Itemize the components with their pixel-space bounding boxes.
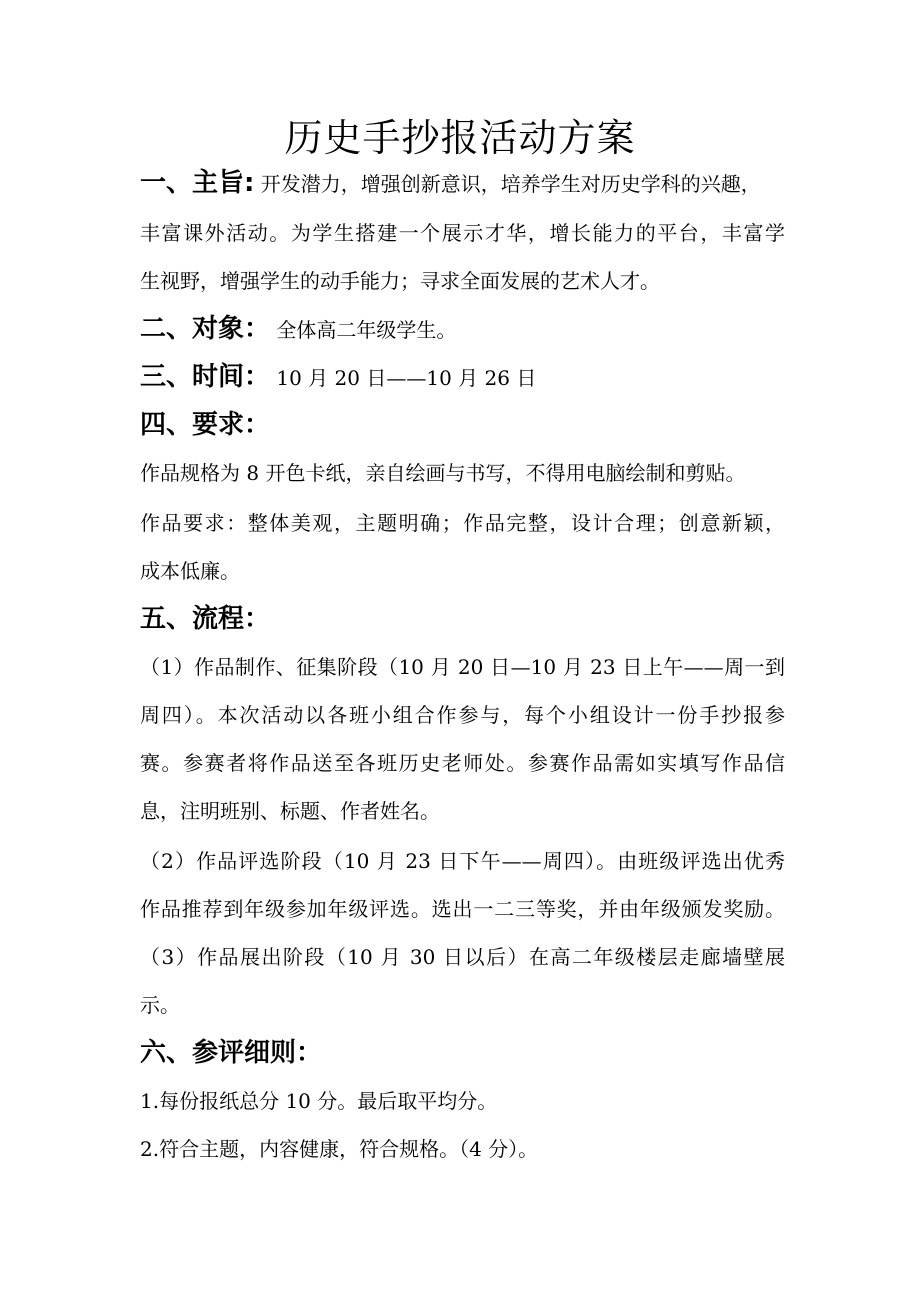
- section-1-text-1: 开发潜力，增强创新意识，培养学生对历史学科的兴趣，: [260, 172, 761, 196]
- section-5-p3-line-1: （3）作品展出阶段（10 月 30 日以后）在高二年级楼层走廊墙壁展: [140, 945, 785, 969]
- section-2-heading: 二、对象：: [140, 314, 271, 344]
- section-2-line: [140, 314, 785, 345]
- section-6-item-2: 2.符合主题，内容健康，符合规格。（4 分）。: [140, 1137, 539, 1161]
- section-2-text: 全体高二年级学生。: [276, 318, 457, 342]
- section-6-heading: [140, 1038, 785, 1069]
- section-5-p2-line-2: 作品推荐到年级参加年级评选。选出一二三等奖，并由年级颁发奖励。: [140, 897, 785, 921]
- section-3-heading: 三、时间：: [140, 362, 271, 392]
- section-4-line-2: 作品要求：整体美观，主题明确；作品完整，设计合理；创意新颖，: [140, 511, 785, 535]
- section-4-line-1: 作品规格为 8 开色卡纸，亲自绘画与书写，不得用电脑绘制和剪贴。: [140, 461, 746, 485]
- section-5-p1-line-1: （1）作品制作、征集阶段（10 月 20 日—10 月 23 日上午——周一到: [140, 655, 785, 679]
- section-1-line-2: 丰富课外活动。为学生搭建一个展示才华，增长能力的平台，丰富学: [140, 221, 785, 245]
- section-5-p1-line-3: 赛。参赛者将作品送至各班历史老师处。参赛作品需如实填写作品信: [140, 751, 785, 775]
- section-5-heading: [140, 604, 785, 635]
- section-5-p3-line-2: 示。: [140, 993, 180, 1017]
- section-5-p1-line-4: 息，注明班别、标题、作者姓名。: [140, 799, 440, 823]
- section-5-heading-text: 五、流程：: [140, 604, 271, 634]
- section-1-line-1: [140, 168, 785, 199]
- section-4-heading: [140, 410, 785, 441]
- section-5-p2-line-1: （2）作品评选阶段（10 月 23 日下午——周四）。由班级评选出优秀: [140, 849, 785, 873]
- section-3-text: 10 月 20 日——10 月 26 日: [276, 366, 537, 390]
- section-3-line: [140, 362, 785, 393]
- section-6-heading-text: 六、参评细则：: [140, 1038, 323, 1068]
- section-5-p1-line-2: 周四）。本次活动以各班小组合作参与，每个小组设计一份手抄报参: [140, 703, 785, 727]
- section-6-item-1: 1.每份报纸总分 10 分。最后取平均分。: [140, 1089, 498, 1113]
- section-1-heading: 一、主旨:: [140, 168, 255, 198]
- document-title: 历史手抄报活动方案: [284, 116, 636, 160]
- section-1-line-3: 生视野，增强学生的动手能力；寻求全面发展的艺术人才。: [140, 269, 660, 293]
- section-4-heading-text: 四、要求：: [140, 410, 271, 440]
- section-4-line-3: 成本低廉。: [140, 559, 240, 583]
